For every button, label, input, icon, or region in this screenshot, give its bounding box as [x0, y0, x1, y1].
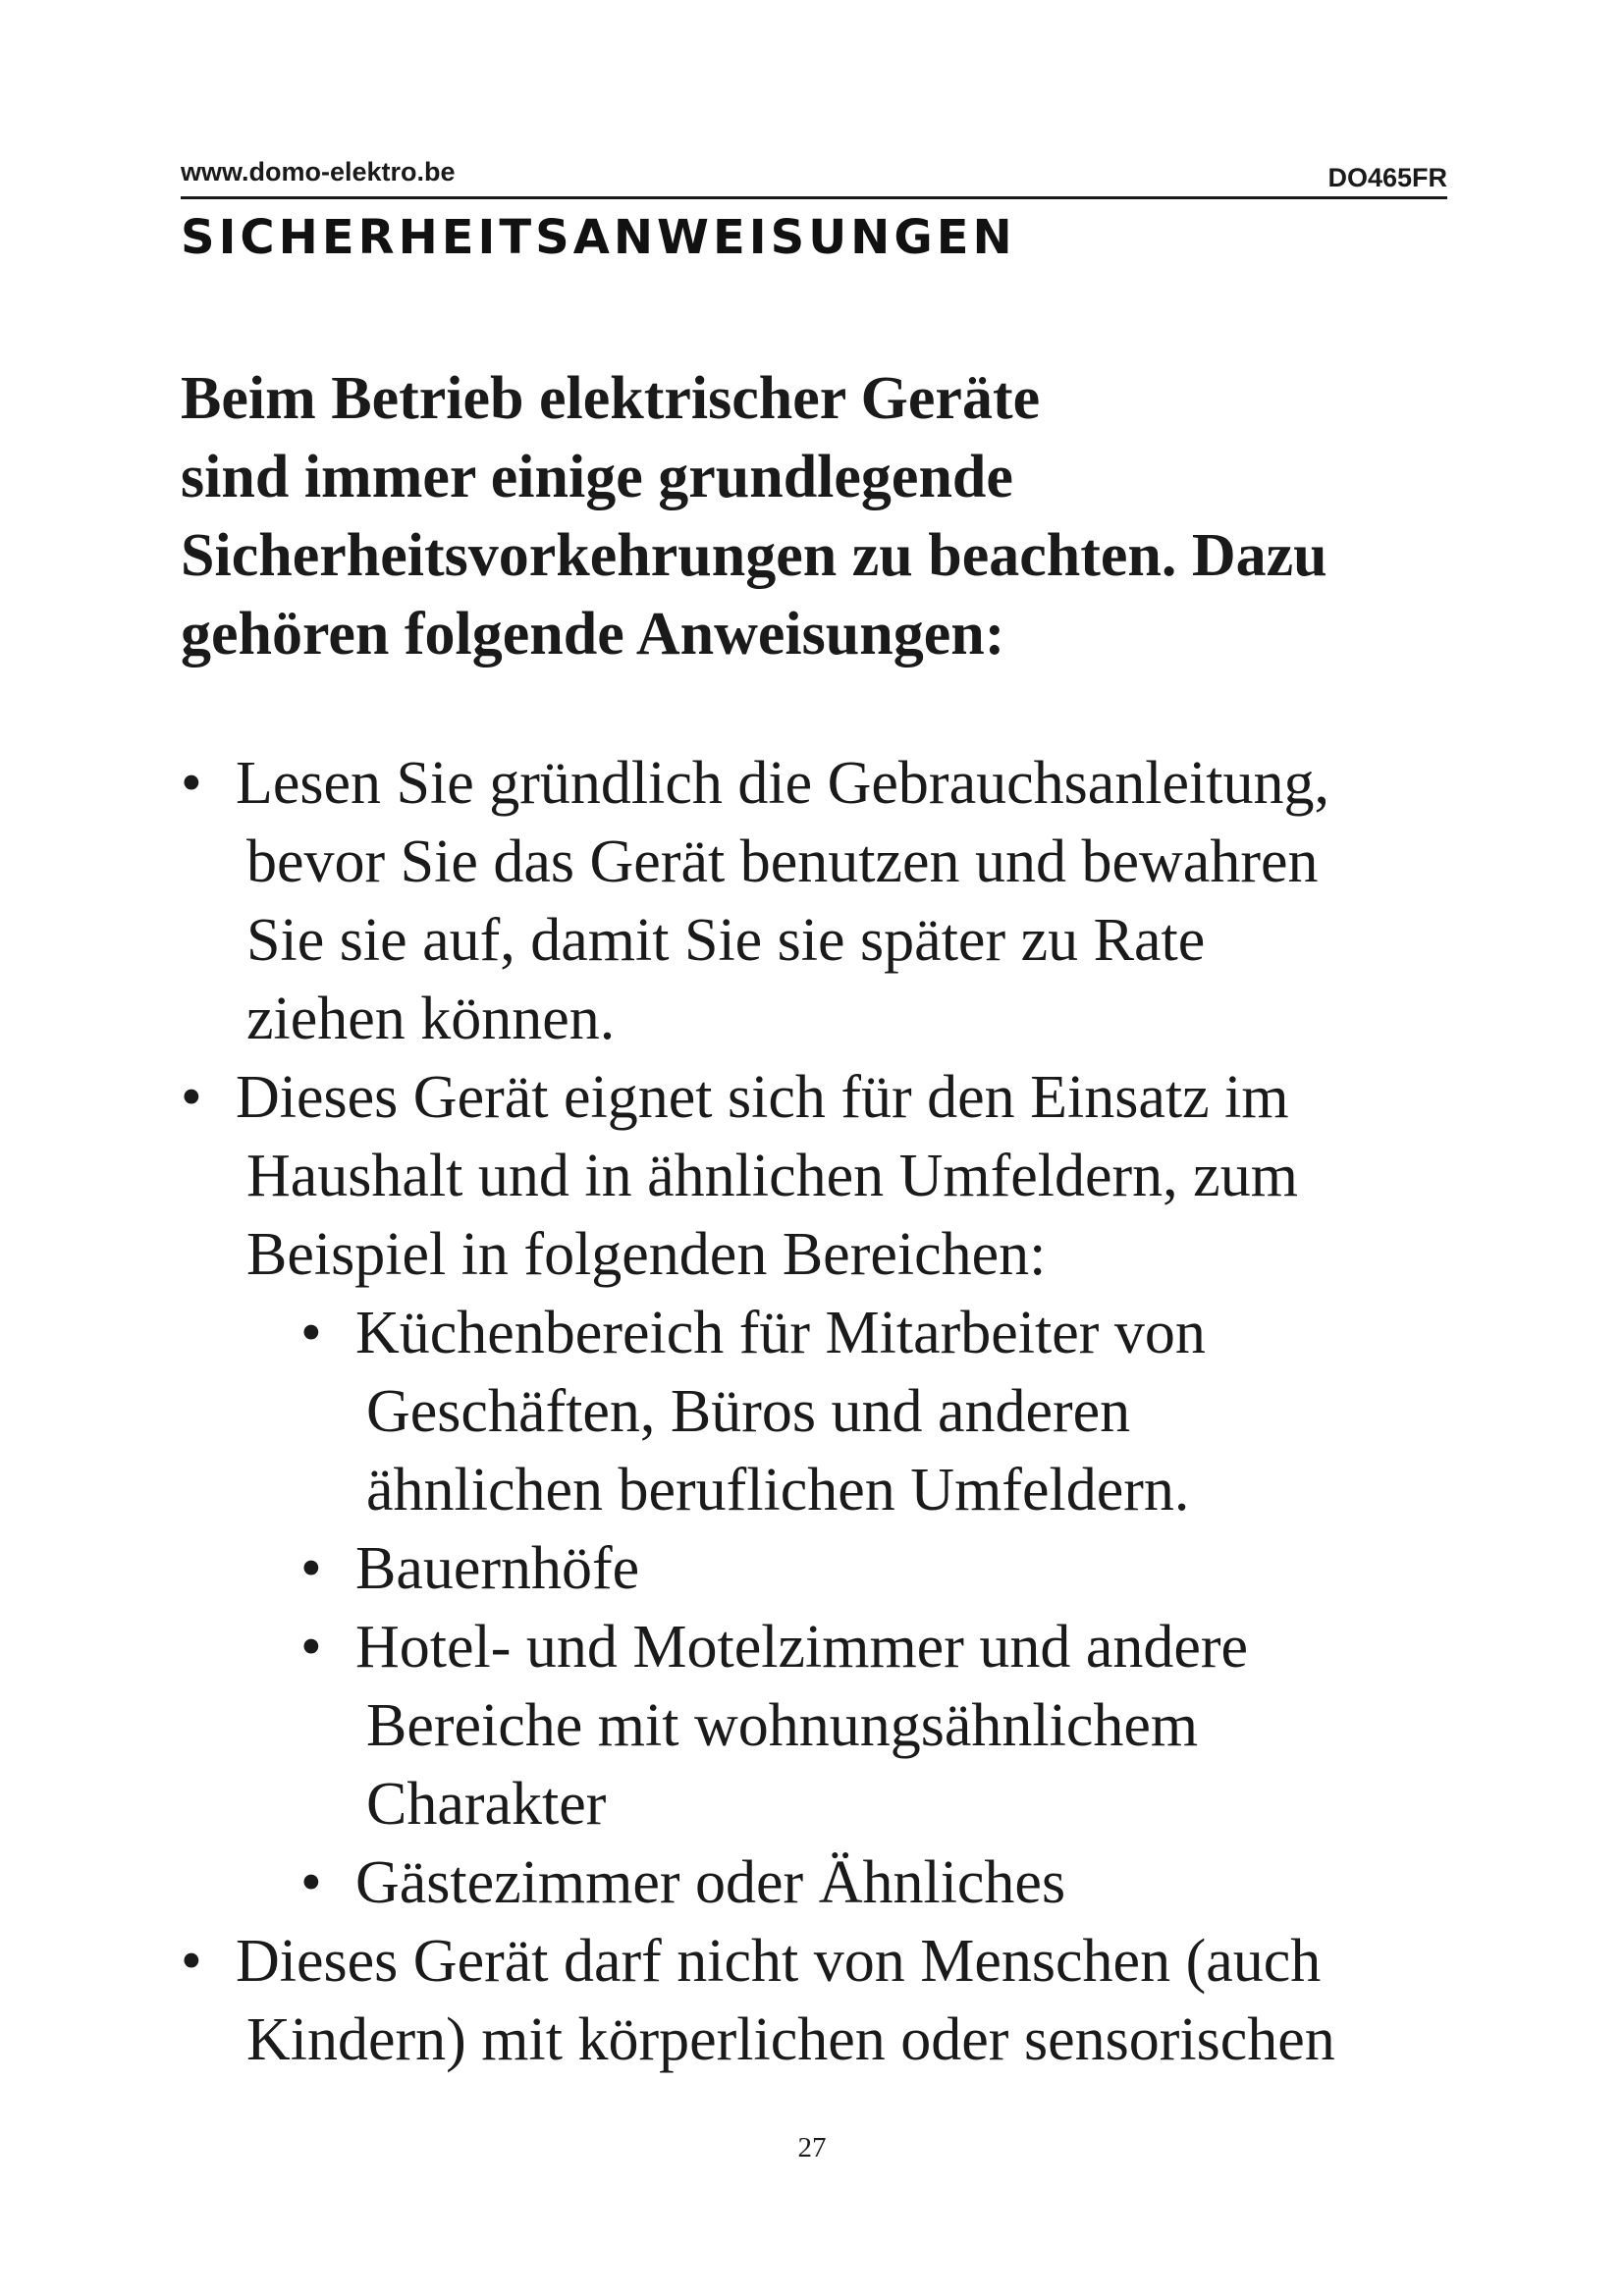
sub-item-line: Bereiche mit wohnungsähnlichem — [366, 1692, 1199, 1759]
list-item-line: Beispiel in folgenden Bereichen: — [246, 1221, 1047, 1288]
bullet-icon: • — [300, 1614, 322, 1681]
intro-line: Beim Betrieb elektrischer Geräte — [181, 365, 1041, 432]
bullet-icon: • — [181, 1928, 202, 1995]
bullet-icon: • — [300, 1535, 322, 1602]
list-item-line: Haushalt und in ähnlichen Umfeldern, zum — [246, 1143, 1298, 1209]
bullet-icon: • — [300, 1300, 322, 1366]
model-number: DO465FR — [1327, 163, 1447, 192]
intro-line: gehören folgende Anweisungen: — [181, 601, 1005, 667]
list-item-line: ziehen können. — [246, 986, 616, 1052]
intro-line: Sicherheitsvorkehrungen zu beachten. Dazu — [181, 522, 1327, 589]
section-title: SICHERHEITSANWEISUNGEN — [181, 210, 1016, 265]
page-header — [181, 149, 1447, 199]
bullet-icon: • — [300, 1849, 322, 1916]
website-url: www.domo-elektro.be — [181, 157, 456, 187]
list-item-line: Sie sie auf, damit Sie sie später zu Rate — [246, 907, 1206, 974]
bullet-icon: • — [181, 1064, 202, 1131]
sub-item-line: Geschäften, Büros und anderen — [366, 1378, 1131, 1445]
list-item-line: Dieses Gerät eignet sich für den Einsatz im — [236, 1064, 1289, 1131]
list-item-line: bevor Sie das Gerät benutzen und bewahren — [246, 828, 1319, 895]
intro-line: sind immer einige grundlegende — [181, 444, 1013, 510]
list-item-line: Kindern) mit körperlichen oder sensorischen — [246, 2006, 1335, 2073]
sub-item-line: Gästezimmer oder Ähnliches — [355, 1849, 1066, 1916]
sub-item-line: Charakter — [366, 1771, 607, 1838]
list-item-line: Dieses Gerät darf nicht von Menschen (auch — [236, 1928, 1322, 1995]
sub-item-line: ähnlichen beruflichen Umfeldern. — [366, 1457, 1190, 1523]
bullet-icon: • — [181, 750, 202, 817]
list-item-line: Lesen Sie gründlich die Gebrauchsanleitung, — [236, 750, 1329, 817]
page-number: 27 — [797, 2132, 827, 2163]
sub-item-line: Küchenbereich für Mitarbeiter von — [355, 1300, 1206, 1366]
sub-item-line: Hotel- und Motelzimmer und andere — [355, 1614, 1249, 1681]
intro-paragraph — [181, 359, 1457, 673]
sub-item-line: Bauernhöfe — [355, 1535, 640, 1602]
